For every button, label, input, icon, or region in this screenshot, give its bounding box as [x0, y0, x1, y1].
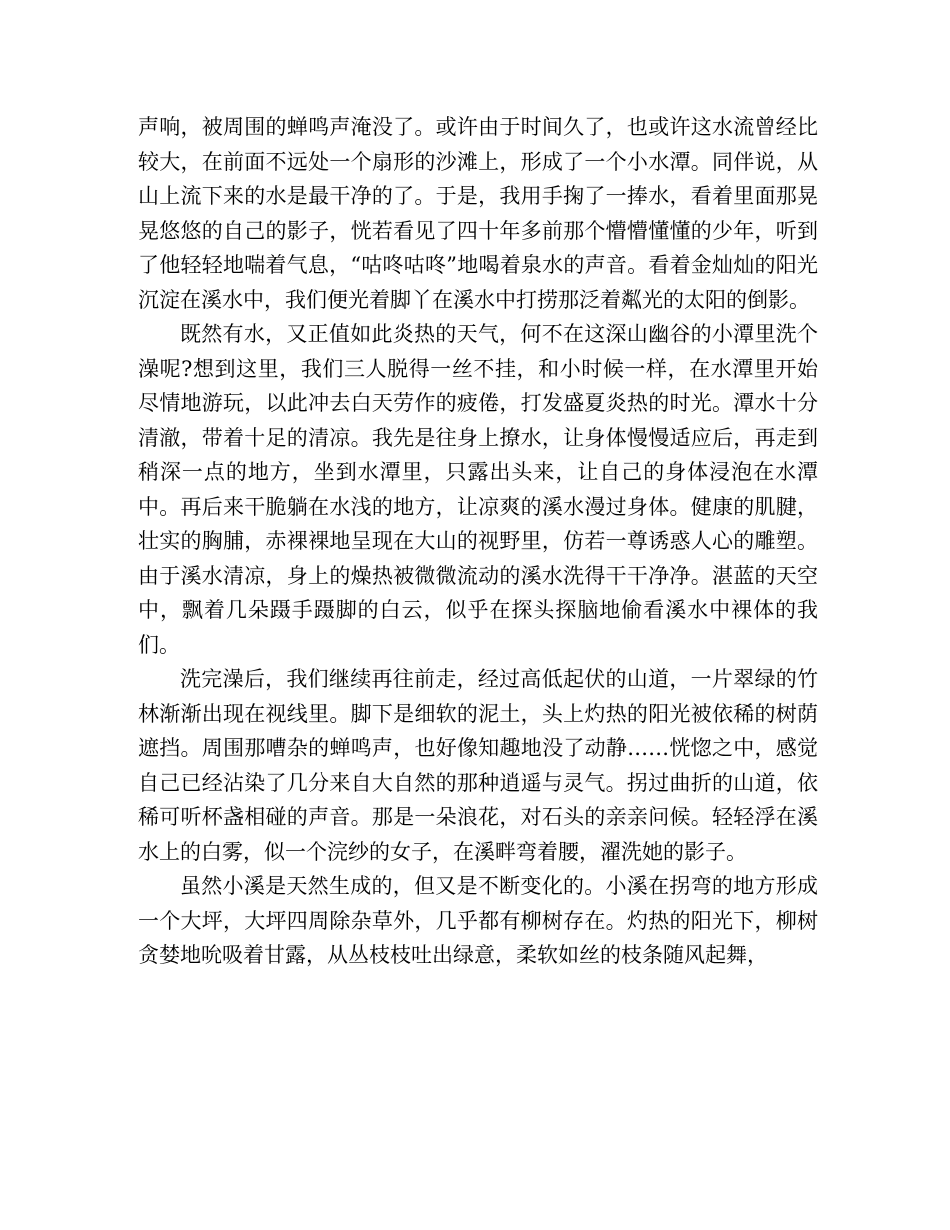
paragraph-4: 虽然小溪是天然生成的，但又是不断变化的。小溪在拐弯的地方形成一个大坪，大坪四周除杂草外，几乎都有柳树存在。灼热的阳光下，柳树贪婪地吮吸着甘露，从丛枝枝吐出绿意，柔软如丝的枝条随风起舞，	[138, 874, 818, 967]
paragraph-1: 声响，被周围的蝉鸣声淹没了。或许由于时间久了，也或许这水流曾经比较大，在前面不远处一个扇形的沙滩上，形成了一个小水潭。同伴说，从山上流下来的水是最干净的了。于是，我用手掬了一捧水，看着里面那晃晃悠悠的自己的影子，恍若看见了四十年多前那个懵懵懂懂的少年，听到了他轻轻地喘着气息，“咕咚咕咚”地喝着泉水的声音。看着金灿灿的阳光沉淀在溪水中，我们便光着脚丫在溪水中打捞那泛着粼光的太阳的倒影。	[138, 115, 818, 312]
paragraph-3: 洗完澡后，我们继续再往前走，经过高低起伏的山道，一片翠绿的竹林渐渐出现在视线里。脚下是细软的泥土，头上灼热的阳光被依稀的树荫遮挡。周围那嘈杂的蝉鸣声，也好像知趣地没了动静……恍惚之中，感觉自己已经沾染了几分来自大自然的那种逍遥与灵气。拐过曲折的山道，依稀可听杯盏相碰的声音。那是一朵浪花，对石头的亲亲问候。轻轻浮在溪水上的白雾，似一个浣纱的女子，在溪畔弯着腰，濯洗她的影子。	[138, 667, 818, 864]
document-page	[138, 110, 818, 973]
paragraph-2: 既然有水，又正值如此炎热的天气，何不在这深山幽谷的小潭里洗个澡呢?想到这里，我们三人脱得一丝不挂，和小时候一样，在水潭里开始尽情地游玩，以此冲去白天劳作的疲倦，打发盛夏炎热的时光。潭水十分清澈，带着十足的清凉。我先是往身上撩水，让身体慢慢适应后，再走到稍深一点的地方，坐到水潭里，只露出头来，让自己的身体浸泡在水潭中。再后来干脆躺在水浅的地方，让凉爽的溪水漫过身体。健康的肌腱，壮实的胸脯，赤裸裸地呈现在大山的视野里，仿若一尊诱惑人心的雕塑。由于溪水清凉，身上的燥热被微微流动的溪水洗得干干净净。湛蓝的天空中，飘着几朵蹑手蹑脚的白云，似乎在探头探脑地偷看溪水中裸体的我们。	[138, 322, 818, 657]
